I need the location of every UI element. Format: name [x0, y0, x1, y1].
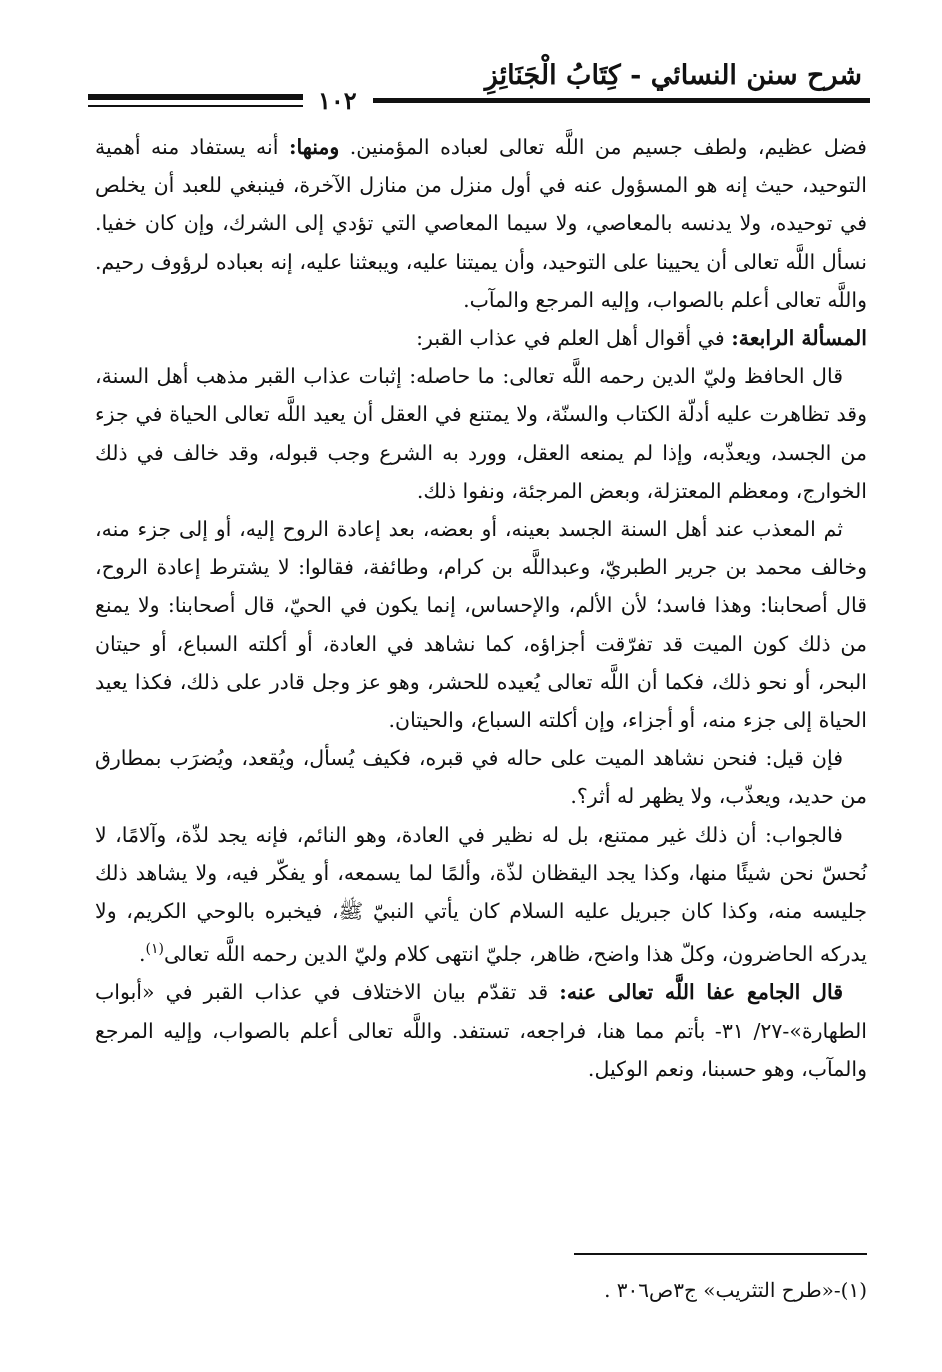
- page-header: [88, 52, 870, 115]
- header-rule-thin: [88, 105, 303, 107]
- paragraph: قال الحافظ وليّ الدين رحمه اللَّه تعالى: ما حاصله: إثبات عذاب القبر مذهب أهل السنة، وقد تظاهرت عليه أدلّة الكتاب والسنّة، ولا يمتنع في العقل أن يعيد اللَّه تعالى الحياة في جزء من الجسد، ويعذّبه، وإذا لم يمنعه العقل، وورد به الشرع وجب قبوله، وقد خالف في ذلك الخوارج، ومعظم المعتزلة، وبعض المرجئة، ونفوا ذلك.: [95, 364, 867, 503]
- paragraph: [95, 973, 867, 1088]
- paragraph: ثم المعذب عند أهل السنة الجسد بعينه، أو بعضه، بعد إعادة الروح إليه، أو إلى جزء منه، وخالف محمد بن جرير الطبريّ، وعبداللَّه بن كرام، وطائفة، فقالوا: لا يشترط إعادة الروح، قال أصحابنا: وهذا فاسد؛ لأن الألم، والإحساس، إنما يكون في الحيّ، قال أصحابنا: ولا يمنع من ذلك كون الميت قد تفرّقت أجزاؤه، كما نشاهد في العادة، أو أكلته السباع، أو حيتان البحر، أو نحو ذلك، فكما أن اللَّه تعالى يُعيده للحشر، وهو عز وجل قادر على ذلك، فكذا يعيد الحياة إلى جزء منه، أو أجزاء، وإن أكلته السباع، والحيتان.: [95, 517, 867, 733]
- paragraph: [95, 319, 867, 357]
- footnote: (١)-«طرح التثريب» ج٣ص٣٠٦ .: [604, 1278, 867, 1302]
- paragraph-heading: قال الجامع عفا اللَّه تعالى عنه:: [559, 980, 843, 1005]
- paragraph-heading: ومنها:: [288, 135, 340, 159]
- running-title: شرح سنن النسائي - كِتَابُ الْجَنَائِزِ: [484, 60, 862, 91]
- paragraph-text: فضل عظيم، ولطف جسيم من اللَّه تعالى لعباده المؤمنين.: [349, 135, 867, 159]
- page-number: ١٠٢: [318, 86, 357, 115]
- header-rule: [373, 98, 870, 103]
- main-text: [95, 128, 867, 1088]
- paragraph-text: في أقوال أهل العلم في عذاب القبر:: [416, 326, 725, 351]
- paragraph-text: فالجواب: أن ذلك غير ممتنع، بل له نظير في العادة، وهو النائم، فإنه يجد لذّة، وآلامًا، لا نُحسّ نحن شيئًا منها، وكذا يجد اليقظان لذّة، وألمًا لما يسمعه، أو يفكّر فيه، ولا يشاهد ذلك جليسه منه، وكذا كان جبريل عليه السلام كان يأتي النبيّ ﷺ، فيخبره بالوحي الكريم، ولا يدركه الحاضرون، وكلّ هذا واضح، ظاهر، جليّ انتهى كلام وليّ الدين رحمه اللَّه تعالى: [95, 822, 867, 967]
- paragraph: [95, 128, 867, 319]
- paragraph-text: أنه يستفاد منه أهمية التوحيد، حيث إنه هو المسؤول عنه في أول منزل من منازل الآخرة، فينبغي للعبد أن يخلص في توحيده، ولا يدنسه بالمعاصي، ولا سيما المعاصي التي تؤدي إلى الشرك، وإن كان خفيا. نسأل اللَّه تعالى أن يحيينا على التوحيد، وأن يميتنا عليه، ويبعثنا عليه، إنه بعباده لرؤوف رحيم. واللَّه تعالى أعلم بالصواب، وإليه المرجع والمآب.: [95, 135, 867, 312]
- paragraph: فإن قيل: فنحن نشاهد الميت على حاله في قبره، فكيف يُسأل، ويُقعد، ويُضرَب بمطارق من حديد، ويعذّب، ولا يظهر له أثر؟.: [95, 746, 867, 809]
- footnote-reference: (١): [145, 941, 164, 958]
- footnote-separator: [574, 1253, 867, 1255]
- paragraph-text: قد تقدّم بيان الاختلاف في عذاب القبر في «أبواب الطهارة»-٢٧/ ٣١- بأتم مما هنا، فراجعه، تستفد. واللَّه تعالى أعلم بالصواب، وإليه المرجع والمآب، وهو حسبنا، ونعم الوكيل.: [95, 980, 867, 1081]
- section-heading: المسألة الرابعة:: [731, 326, 867, 351]
- header-rule-thick: [88, 94, 303, 100]
- paragraph: فالجواب: أن ذلك غير ممتنع، بل له نظير في العادة، وهو النائم، فإنه يجد لذّة، وآلامًا، لا نُحسّ نحن شيئًا منها، وكذا يجد اليقظان لذّة، وألمًا لما يسمعه، أو يفكّر فيه، ولا يشاهد ذلك جليسه منه، وكذا كان جبريل عليه السلام كان يأتي النبيّ ﷺ، فيخبره بالوحي الكريم، ولا يدركه الحاضرون، وكلّ هذا واضح، ظاهر، جليّ انتهى كلام وليّ الدين رحمه اللَّه تعالى$^{(١)}$.: [95, 822, 867, 967]
